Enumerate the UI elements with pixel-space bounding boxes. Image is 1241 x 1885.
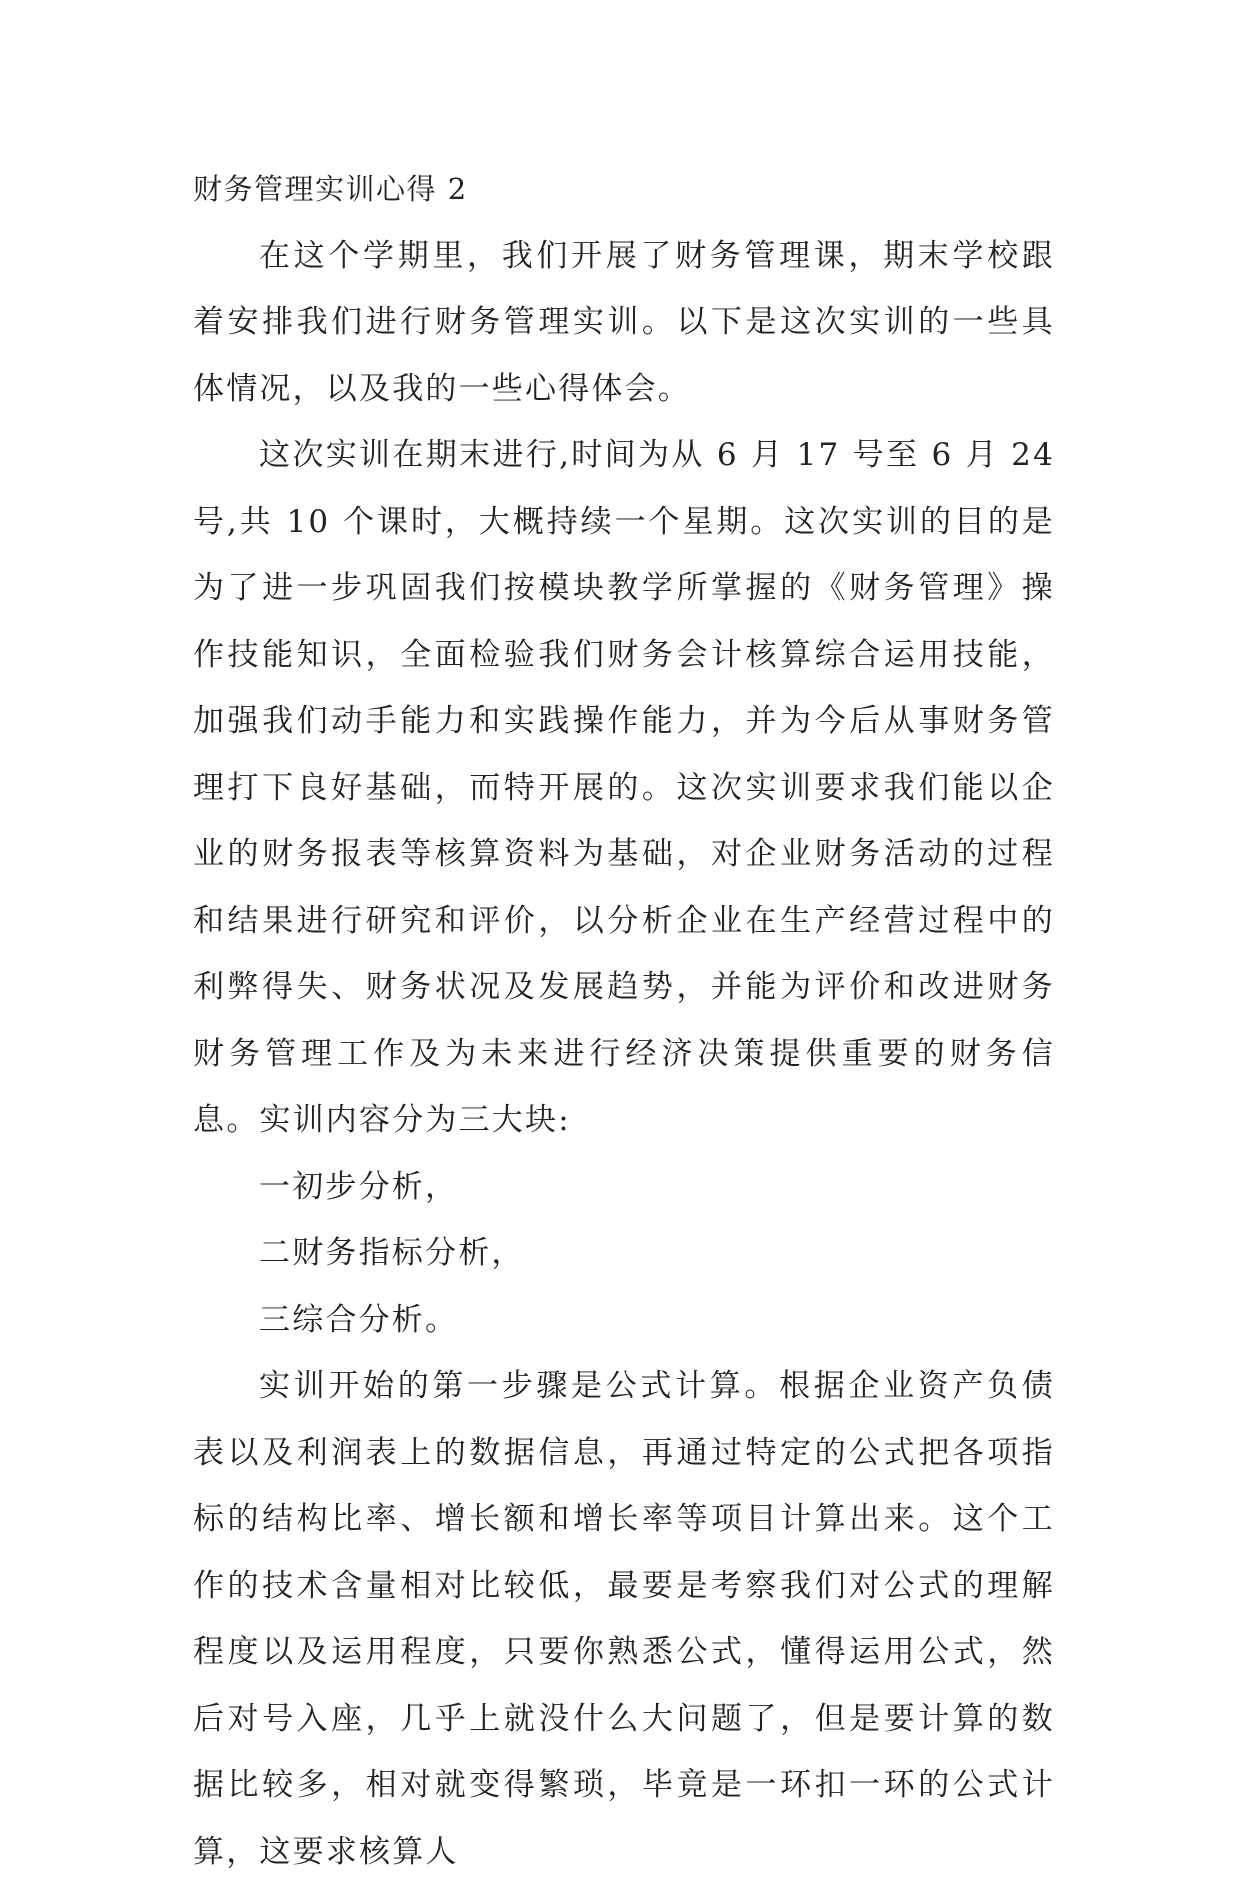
list-item-comprehensive-analysis: 三综合分析。 [259, 1301, 459, 1338]
paragraph-intro: 在这个学期里，我们开展了财务管理课，期末学校跟着安排我们进行财务管理实训。以下是这次实训的一些具体情况，以及我的一些心得体会。 [193, 237, 1055, 407]
list-item-preliminary-analysis: 一初步分析， [259, 1168, 459, 1205]
list-item-financial-indicator-analysis: 二财务指标分析， [259, 1235, 525, 1271]
paragraph-training-overview: 这次实训在期末进行,时间为从 6 月 17 号至 6 月 24 号,共 10 个课时，大概持续一个星期。这次实训的目的是为了进一步巩固我们按模块教学所掌握的《财务管理》操作技能知识，全面检验我们财务会计核算综合运用技能，加强我们动手能力和实践操作能力，并为今后从事财务管理打下良好基础，而特开展的。这次实训要求我们能以企业的财务报表等核算资料为基础，对企业财务活动的过程和结果进行研究和评价，以分析企业在生产经营过程中的利弊得失、财务状况及发展趋势，并能为评价和改进财务财务管理工作及为未来进行经济决策提供重要的财务信息。实训内容分为三大块: [193, 437, 1055, 1138]
document-title: 财务管理实训心得 2 [193, 172, 468, 206]
paragraph-formula-calculation: 实训开始的第一步骤是公式计算。根据企业资产负债表以及利润表上的数据信息，再通过特定的公式把各项指标的结构比率、增长额和增长率等项目计算出来。这个工作的技术含量相对比较低，最要是考察我们对公式的理解程度以及运用程度，只要你熟悉公式，懂得运用公式，然后对号入座，几乎上就没什么大问题了，但是要计算的数据比较多，相对就变得繁琐，毕竟是一环扣一环的公式计算，这要求核算人 [193, 1368, 1055, 1870]
document-body [193, 156, 1055, 1885]
